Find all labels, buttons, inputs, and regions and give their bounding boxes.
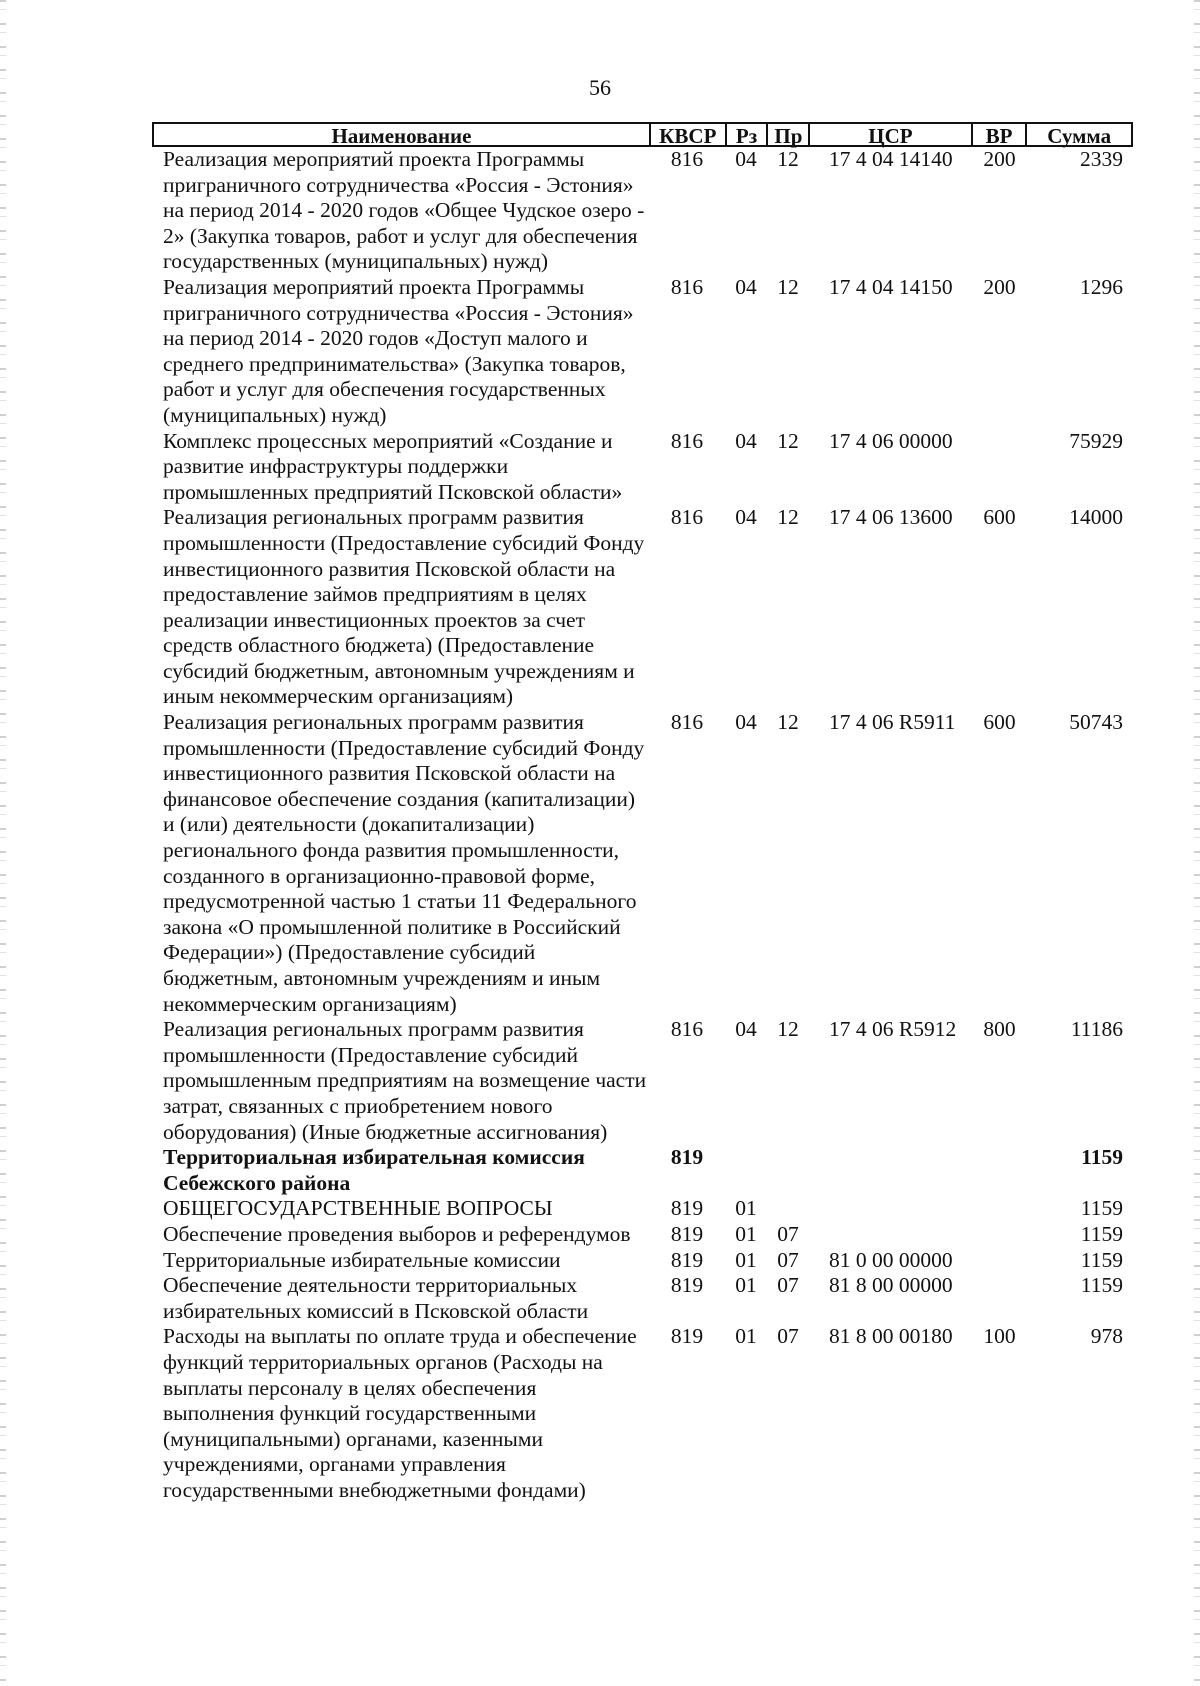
header-name: Наименование (331, 124, 472, 148)
cell-csr: 17 4 06 13600 (829, 505, 953, 530)
cell-pr: 07 (777, 1273, 799, 1298)
cell-name: Реализация мероприятий проекта Программы приграничного сотрудничества «Россия - Эстония» на период 2014 - 2020 годов «Доступ малого и среднего предпринимательства» (Закупка товаров, работ и услуг для обеспечения государственных (муниципальных) нужд) (163, 274, 634, 427)
cell-rz: 01 (735, 1196, 757, 1221)
cell-rz: 04 (735, 147, 757, 171)
cell-csr: 17 4 04 14140 (829, 147, 953, 171)
cell-kvsr: 816 (670, 428, 704, 453)
cell-sum: 1159 (1080, 1196, 1123, 1221)
cell-rz: 04 (735, 1017, 757, 1042)
scan-edge-right (1194, 0, 1200, 1686)
cell-rz: 04 (735, 505, 757, 530)
cell-name: Реализация региональных программ развития промышленности (Предоставление субсидий Фонду инвестиционного развития Псковской области на предоставление займов предприятиям в целях реализации инвестиционных проектов за счет средств областного бюджета) (Предоставление субсидий бюджетным, автономным учреждениям и иным некоммерческим организациям) (163, 505, 645, 709)
cell-csr: 17 4 06 00000 (829, 428, 953, 453)
header-kvsr: КВСР (649, 124, 725, 145)
cell-sum: 1296 (1080, 274, 1123, 299)
cell-sum: 1159 (1080, 1273, 1123, 1298)
cell-rz: 01 (735, 1273, 757, 1298)
cell-sum: 978 (1090, 1324, 1123, 1349)
cell-sum: 1159 (1080, 1221, 1123, 1246)
cell-name: Реализация региональных программ развития промышленности (Предоставление субсидий Фонду инвестиционного развития Псковской области на финансовое обеспечение создания (капитализации) и (или) деятельности (докапитализации) регионального фонда развития промышленности, созданного в организационно-правовой форме, предусмотренной частью 1 статьи 11 Федерального закона «О промышленной политике в Российский Федерации») (Предоставление субсидий бюджетным, автономным учреждениям и иным некоммерческим организациям) (163, 710, 645, 1016)
table-row (152, 505, 1133, 710)
page-number: 56 (589, 75, 611, 100)
cell-rz: 01 (735, 1247, 757, 1272)
cell-sum: 75929 (1069, 428, 1123, 453)
cell-name: Комплекс процессных мероприятий «Создание и развитие инфраструктуры поддержки промышленных предприятий Псковской области» (163, 428, 623, 504)
table-header (152, 122, 1133, 147)
cell-pr: 12 (777, 505, 799, 530)
cell-rz: 04 (735, 710, 757, 735)
cell-sum: 50743 (1069, 710, 1123, 735)
cell-rz: 04 (735, 274, 757, 299)
table-row (152, 147, 1133, 275)
cell-rz: 01 (735, 1221, 757, 1246)
cell-pr: 07 (777, 1221, 799, 1246)
cell-sum: 11186 (1070, 1017, 1123, 1042)
cell-pr: 12 (777, 1017, 799, 1042)
cell-name: ОБЩЕГОСУДАРСТВЕННЫЕ ВОПРОСЫ (163, 1196, 553, 1221)
cell-sum: 2339 (1080, 147, 1123, 171)
cell-name: Расходы на выплаты по оплате труда и обеспечение функций территориальных органов (Расходы на выплаты персоналу в целях обеспечения выполнения функций государственными (муниципальными) органами, казенными учреждениями, органами управления государственными внебюджетными фондами) (163, 1324, 637, 1502)
cell-pr: 07 (777, 1247, 799, 1272)
cell-sum: 14000 (1069, 505, 1123, 530)
cell-vr: 200 (983, 274, 1016, 299)
cell-name: Реализация мероприятий проекта Программы приграничного сотрудничества «Россия - Эстония» на период 2014 - 2020 годов «Общее Чудское озеро - 2» (Закупка товаров, работ и услуг для обеспечения государственных (муниципальных) нужд) (163, 147, 645, 274)
cell-kvsr: 819 (670, 1221, 704, 1246)
cell-sum: 1159 (1080, 1247, 1123, 1272)
table-row (152, 1324, 1133, 1503)
cell-sum: 1159 (1081, 1145, 1123, 1170)
cell-vr: 800 (983, 1017, 1016, 1042)
header-pr: Пр (766, 124, 808, 145)
cell-csr: 81 8 00 00180 (829, 1324, 953, 1349)
cell-pr: 12 (777, 274, 799, 299)
cell-kvsr: 816 (670, 147, 704, 171)
cell-kvsr: 819 (670, 1145, 704, 1170)
cell-pr: 12 (777, 147, 799, 171)
header-rz: Рз (725, 124, 767, 145)
table-row (152, 1273, 1133, 1324)
header-sum: Сумма (1025, 124, 1131, 145)
cell-kvsr: 816 (670, 710, 704, 735)
cell-csr: 17 4 06 R5911 (829, 710, 956, 735)
cell-name: Территориальные избирательные комиссии (163, 1247, 561, 1272)
cell-vr: 600 (983, 710, 1016, 735)
table-row (152, 1196, 1133, 1222)
cell-kvsr: 816 (670, 274, 704, 299)
cell-pr: 12 (777, 710, 799, 735)
table-row (152, 1222, 1133, 1248)
cell-csr: 81 8 00 00000 (829, 1273, 953, 1298)
cell-pr: 12 (777, 428, 799, 453)
header-vr: ВР (971, 124, 1026, 145)
cell-rz: 01 (735, 1324, 757, 1349)
scan-edge-left (0, 0, 6, 1686)
cell-name: Обеспечение проведения выборов и референдумов (163, 1221, 631, 1246)
cell-name: Обеспечение деятельности территориальных избирательных комиссий в Псковской области (163, 1273, 589, 1323)
cell-csr: 17 4 04 14150 (829, 274, 953, 299)
table-row (152, 1017, 1133, 1145)
cell-kvsr: 819 (670, 1324, 704, 1349)
cell-kvsr: 819 (670, 1273, 704, 1298)
table-row (152, 275, 1133, 429)
cell-kvsr: 816 (670, 505, 704, 530)
cell-vr: 200 (983, 147, 1016, 171)
cell-kvsr: 816 (670, 1017, 704, 1042)
table-row (152, 710, 1133, 1017)
table-row (152, 1145, 1133, 1196)
table-row (152, 429, 1133, 506)
header-csr: ЦСР (808, 124, 970, 145)
cell-csr: 81 0 00 00000 (829, 1247, 953, 1272)
cell-rz: 04 (735, 428, 757, 453)
cell-vr: 600 (983, 505, 1016, 530)
budget-table (152, 122, 1133, 1503)
cell-pr: 07 (777, 1324, 799, 1349)
table-body (152, 147, 1133, 1503)
cell-csr: 17 4 06 R5912 (829, 1017, 957, 1042)
table-row (152, 1248, 1133, 1274)
cell-name: Территориальная избирательная комиссия Себежского района (163, 1145, 585, 1195)
cell-kvsr: 819 (670, 1196, 704, 1221)
cell-name: Реализация региональных программ развития промышленности (Предоставление субсидий промышленным предприятиям на возмещение части затрат, связанных с приобретением нового оборудования) (Иные бюджетные ассигнования) (163, 1017, 647, 1144)
cell-vr: 100 (983, 1324, 1016, 1349)
cell-kvsr: 819 (670, 1247, 704, 1272)
